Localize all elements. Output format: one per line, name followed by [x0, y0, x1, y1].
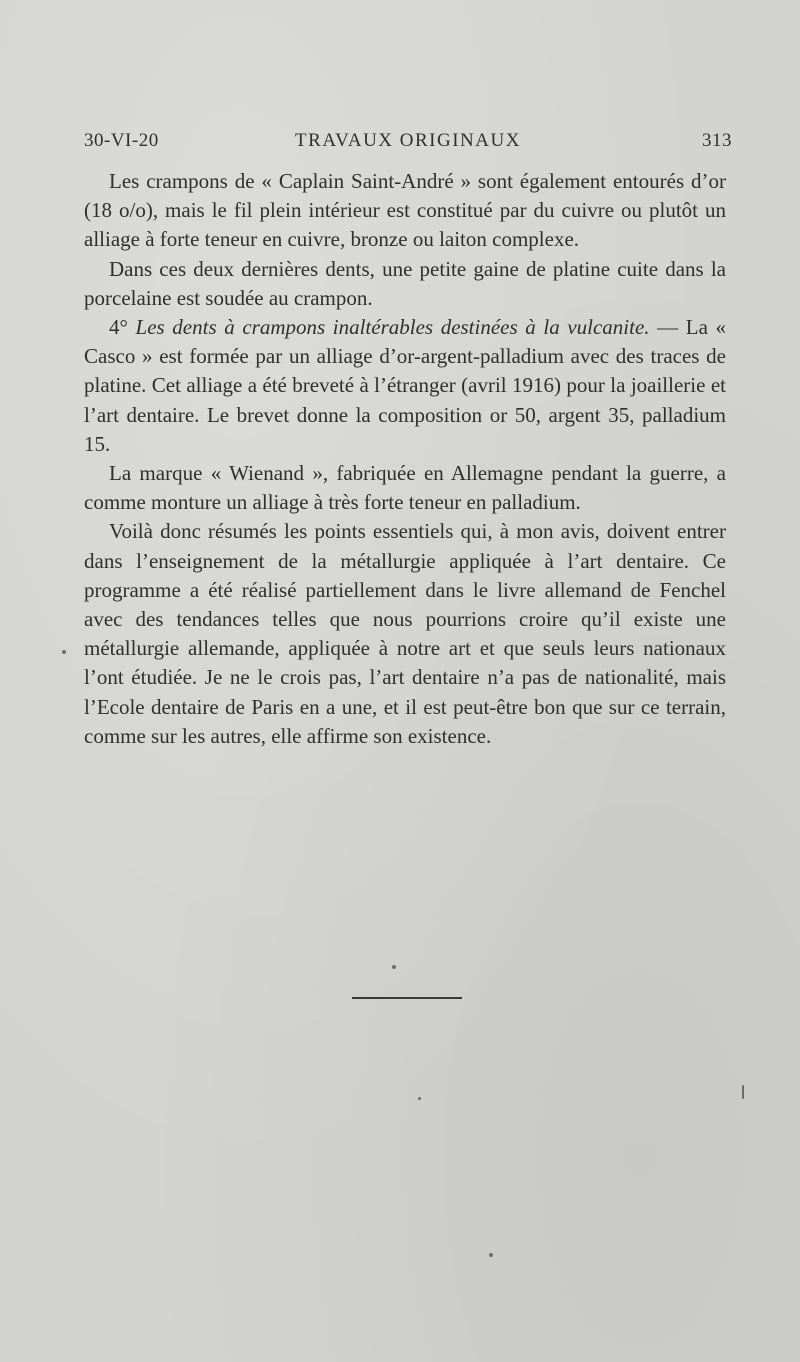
paragraph-vulcanite-text: — La « Casco » est formée par un alliage d’or-argent-palladium avec des traces de platine. Cet alliage a été breveté à l’étranger (avril 1916) pour la joaillerie et l’art dentaire. Le brevet donne la composition or 50, argent 35, palladium 15.: [84, 315, 726, 456]
paragraph-conclusion: Voilà donc résumés les points essentiels qui, à mon avis, doivent entrer dans l’enseignement de la métallurgie appliquée à l’art dentaire. Ce programme a été réalisé partiellement dans le livre allemand de Fenchel avec des tendances telles que nous pourrions croire qu’il existe une métallurgie allemande, appliquée à notre art et que seuls leurs nationaux l’ont étudiée. Je ne le crois pas, l’art dentaire n’a pas de nationalité, mais l’Ecole dentaire de Paris en a une, et il est peut-être bon que sur ce terrain, comme sur les autres, elle affirme son existence.: [84, 519, 726, 748]
print-speck: [489, 1253, 493, 1257]
section-title: TRAVAUX ORIGINAUX: [295, 130, 521, 151]
section-number: 4°: [109, 315, 128, 340]
paragraph-wienand: La marque « Wienand », fabriquée en Allemagne pendant la guerre, a comme monture un alliage à très forte teneur en palladium.: [84, 461, 726, 515]
running-head: [84, 130, 732, 156]
print-speck: [418, 1097, 421, 1100]
section-heading: Les dents à crampons inaltérables destinées à la vulcanite.: [135, 315, 650, 340]
print-speck: [62, 650, 66, 654]
page-number: 313: [702, 130, 732, 151]
issue-date: 30-VI-20: [84, 130, 159, 151]
print-speck: [392, 965, 396, 969]
end-rule: [352, 997, 462, 999]
article-body: [84, 167, 726, 751]
paragraph-platine-sheath: Dans ces deux dernières dents, une petite gaine de platine cuite dans la porcelaine est soudée au crampon.: [84, 256, 726, 310]
print-speck: [742, 1085, 744, 1099]
paragraph-caplain: Les crampons de « Caplain Saint-André » sont également entourés d’or (18 o/o), mais le fil plein intérieur est constitué par du cuivre ou plutôt un alliage à forte teneur en cuivre, bronze ou laiton complexe.: [84, 169, 726, 252]
paragraph-vulcanite: [84, 313, 726, 459]
